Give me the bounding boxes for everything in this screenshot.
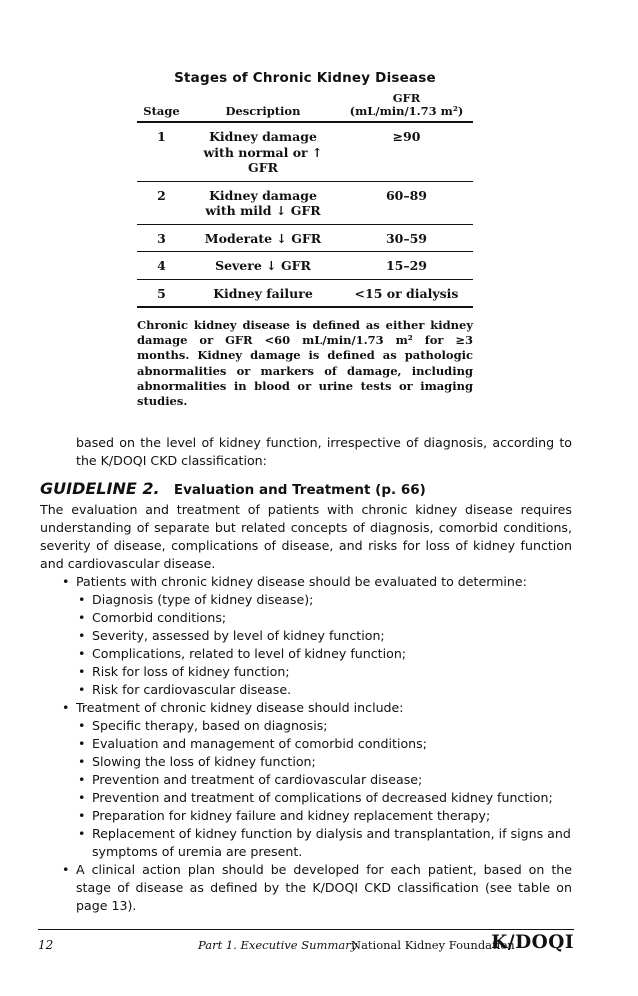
sub-bullet-list xyxy=(76,591,572,699)
description-line: Kidney failure xyxy=(213,285,313,301)
list-item xyxy=(40,699,572,861)
sub-list-item-text: Prevention and treatment of cardiovascular disease; xyxy=(92,772,423,787)
gfr-cell: 60–89 xyxy=(340,181,473,224)
bullet-icon: • xyxy=(78,826,86,841)
table-body xyxy=(137,122,473,307)
table-title: Stages of Chronic Kidney Disease xyxy=(174,70,436,86)
guideline-paragraph: The evaluation and treatment of patients with chronic kidney disease requires understanding of separate but related concepts of diagnosis, comorbid conditions, severity of disease, complications of disease, and risks for loss of kidney function and cardiovascular disease. xyxy=(40,502,572,571)
sub-bullet-list xyxy=(76,717,572,861)
sub-list-item-text: Slowing the loss of kidney function; xyxy=(92,754,316,769)
guideline-2-section xyxy=(40,480,572,915)
table-footnote: Chronic kidney disease is defined as either kidney damage or GFR <60 mL/min/1.73 m² for ≥3 months. Kidney damage is defined as pathologic abnormalities or markers of damage, including abnormalities in blood or urine tests or imaging studies. xyxy=(137,318,473,409)
table-row xyxy=(137,122,473,181)
sub-list-item xyxy=(76,771,572,789)
bullet-icon: • xyxy=(78,646,86,661)
stage-cell: 3 xyxy=(137,224,186,252)
description-line: with mild ↓ GFR xyxy=(205,203,321,218)
sub-list-item xyxy=(76,789,572,807)
bullet-icon: • xyxy=(78,790,86,805)
list-item-text: Treatment of chronic kidney disease should include: xyxy=(76,700,404,715)
description-line: Severe ↓ GFR xyxy=(215,258,311,273)
bullet-icon: • xyxy=(78,736,86,751)
header-stage: Stage xyxy=(137,92,186,122)
bullet-icon: • xyxy=(78,772,86,787)
sub-list-item-text: Complications, related to level of kidney function; xyxy=(92,646,407,661)
description-cell xyxy=(186,224,340,252)
list-item xyxy=(40,573,572,699)
intro-paragraph: based on the level of kidney function, irrespective of diagnosis, according to the K/DOQI CKD classification: xyxy=(76,435,572,468)
description-line: GFR xyxy=(248,160,278,175)
description-cell xyxy=(186,252,340,280)
ckd-stages-table-figure xyxy=(137,60,473,409)
sub-list-item xyxy=(76,825,572,861)
bullet-icon: • xyxy=(78,664,86,679)
bullet-icon: • xyxy=(62,862,70,877)
bullet-icon: • xyxy=(62,574,70,589)
footer-part-title: Part 1. Executive Summary xyxy=(198,938,358,952)
description-cell xyxy=(186,279,340,307)
sub-list-item-text: Evaluation and management of comorbid conditions; xyxy=(92,736,427,751)
table-row xyxy=(137,181,473,224)
description-cell xyxy=(186,181,340,224)
guideline-bullet-list xyxy=(40,573,572,915)
sub-list-item-text: Replacement of kidney function by dialysis and transplantation, if signs and symptoms of uremia are present. xyxy=(92,826,571,859)
sub-list-item xyxy=(76,681,572,699)
header-gfr xyxy=(340,92,473,122)
bullet-icon: • xyxy=(62,700,70,715)
stage-cell: 5 xyxy=(137,279,186,307)
description-line: Moderate ↓ GFR xyxy=(204,230,322,246)
description-line: Kidney damage xyxy=(209,129,317,144)
page-footer xyxy=(38,929,574,960)
sub-list-item-text: Severity, assessed by level of kidney function; xyxy=(92,628,385,643)
list-item-text: A clinical action plan should be developed for each patient, based on the stage of disease as defined by the K/DOQI CKD classification (see table on page 13). xyxy=(76,862,572,913)
stage-cell: 4 xyxy=(137,252,186,280)
sub-list-item-text: Prevention and treatment of complications of decreased kidney function; xyxy=(92,790,553,805)
header-description: Description xyxy=(186,92,340,122)
bullet-icon: • xyxy=(78,592,86,607)
guideline-heading xyxy=(40,480,572,499)
table-row xyxy=(137,252,473,280)
guideline-number: GUIDELINE 2. xyxy=(40,479,160,498)
gfr-cell: ≥90 xyxy=(340,122,473,181)
header-gfr-line1: GFR xyxy=(392,91,421,105)
description-cell xyxy=(186,122,340,181)
sub-list-item xyxy=(76,663,572,681)
description-line: with normal or ↑ xyxy=(203,144,323,160)
sub-list-item-text: Specific therapy, based on diagnosis; xyxy=(92,718,328,733)
table-row xyxy=(137,279,473,307)
sub-list-item xyxy=(76,645,572,663)
sub-list-item xyxy=(76,735,572,753)
gfr-cell: 15–29 xyxy=(340,252,473,280)
header-gfr-line2: (mL/min/1.73 m²) xyxy=(349,104,464,118)
sub-list-item-text: Diagnosis (type of kidney disease); xyxy=(92,592,314,607)
sub-list-item xyxy=(76,591,572,609)
sub-list-item xyxy=(76,609,572,627)
kdoqi-logo: K/DOQI xyxy=(491,932,574,953)
description-line: Kidney damage xyxy=(209,187,317,203)
bullet-icon: • xyxy=(78,754,86,769)
footer-organization: National Kidney Foundation xyxy=(351,938,515,952)
sub-list-item-text: Risk for loss of kidney function; xyxy=(92,664,290,679)
stage-cell: 2 xyxy=(137,181,186,224)
gfr-cell: <15 or dialysis xyxy=(340,279,473,307)
sub-list-item xyxy=(76,807,572,825)
bullet-icon: • xyxy=(78,682,86,697)
sub-list-item xyxy=(76,717,572,735)
sub-list-item xyxy=(76,627,572,645)
ckd-stages-table xyxy=(137,92,473,308)
list-item xyxy=(40,861,572,915)
stage-cell: 1 xyxy=(137,122,186,181)
sub-list-item-text: Comorbid conditions; xyxy=(92,610,227,625)
sub-list-item-text: Preparation for kidney failure and kidney replacement therapy; xyxy=(92,808,491,823)
list-item-text: Patients with chronic kidney disease should be evaluated to determine: xyxy=(76,574,527,589)
sub-list-item-text: Risk for cardiovascular disease. xyxy=(92,682,292,697)
bullet-icon: • xyxy=(78,628,86,643)
guideline-title: Evaluation and Treatment (p. 66) xyxy=(173,482,426,498)
table-row xyxy=(137,224,473,252)
table-header-row xyxy=(137,92,473,122)
gfr-cell: 30–59 xyxy=(340,224,473,252)
bullet-icon: • xyxy=(78,808,86,823)
sub-list-item xyxy=(76,753,572,771)
page-number: 12 xyxy=(38,938,54,952)
bullet-icon: • xyxy=(78,718,86,733)
bullet-icon: • xyxy=(78,610,86,625)
